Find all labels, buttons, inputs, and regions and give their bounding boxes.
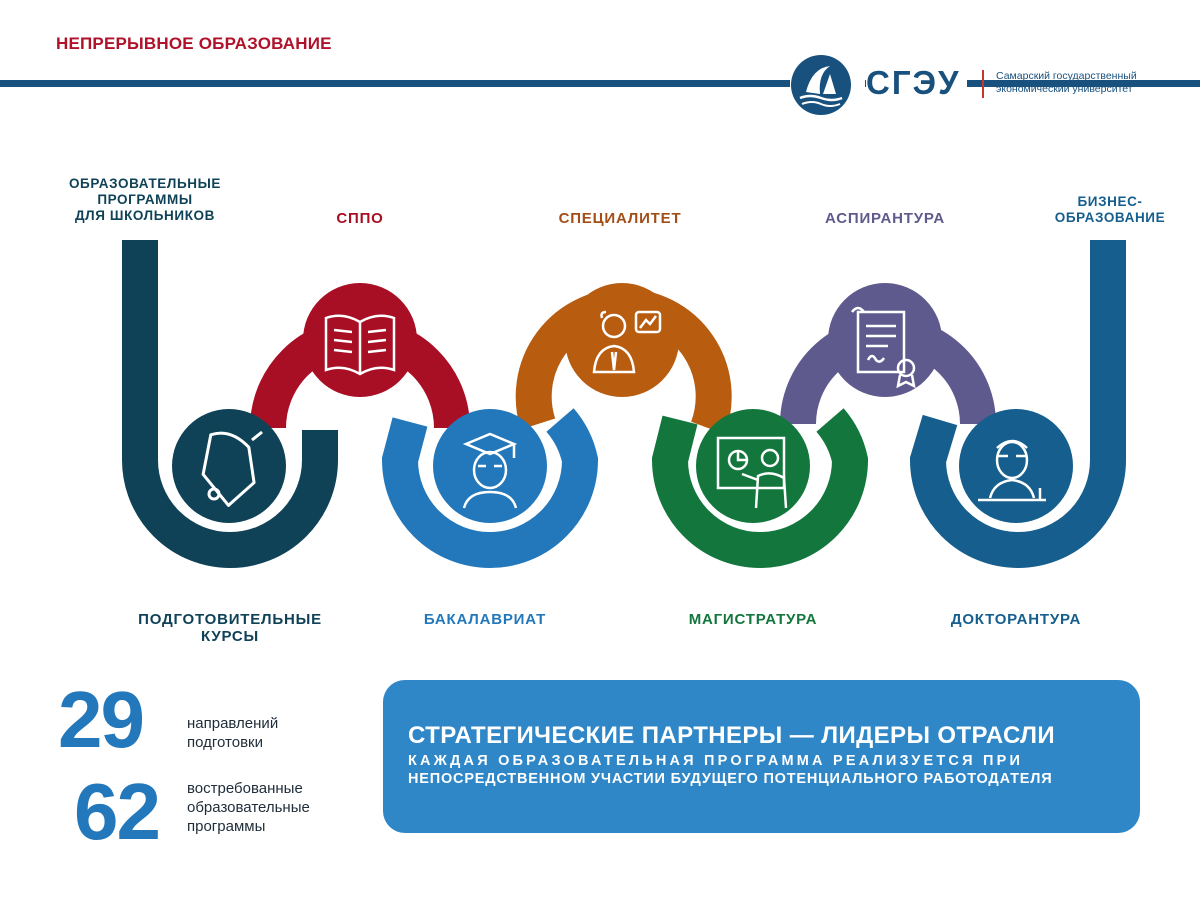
logo-wordmark: СГЭУ	[866, 64, 967, 102]
stat-caption-directions: направлений подготовки	[187, 715, 279, 751]
teacher-circle	[696, 409, 810, 523]
label-master: МАГИСТРАТУРА	[688, 611, 818, 628]
stat-number-directions: 29	[58, 675, 143, 764]
diploma-circle	[828, 283, 942, 397]
graduate-circle	[433, 409, 547, 523]
lecturer-circle	[959, 409, 1073, 523]
label-specialist: СПЕЦИАЛИТЕТ	[558, 210, 682, 227]
label-prep-courses: ПОДГОТОВИТЕЛЬНЫЕ КУРСЫ	[138, 611, 322, 645]
banner-text: КАЖДАЯ ОБРАЗОВАТЕЛЬНАЯ ПРОГРАММА РЕАЛИЗУЕТСЯ ПРИ НЕПОСРЕДСТВЕННОМ УЧАСТИИ БУДУЩЕГО ПОТЕНЦИАЛЬНОГО РАБОТОДАТЕЛЯ	[408, 753, 1053, 787]
label-doctoral: ДОКТОРАНТУРА	[950, 611, 1082, 628]
label-bachelor: БАКАЛАВРИАТ	[423, 611, 547, 628]
stat-number-programs: 62	[74, 767, 159, 856]
banner-heading: СТРАТЕГИЧЕСКИЕ ПАРТНЕРЫ — ЛИДЕРЫ ОТРАСЛИ	[408, 722, 1055, 749]
label-business-education: БИЗНЕС- ОБРАЗОВАНИЕ	[1054, 194, 1166, 225]
label-school-programs: ОБРАЗОВАТЕЛЬНЫЕ ПРОГРАММЫ ДЛЯ ШКОЛЬНИКОВ	[68, 176, 222, 223]
presenter-circle	[565, 283, 679, 397]
label-sppo: СППО	[336, 210, 384, 227]
label-postgrad: АСПИРАНТУРА	[824, 210, 946, 227]
page-title: НЕПРЕРЫВНОЕ ОБРАЗОВАНИЕ	[56, 34, 332, 53]
stat-caption-programs: востребованные образовательные программы	[187, 780, 310, 835]
university-name: Самарский государственный экономический университет	[996, 70, 1137, 95]
